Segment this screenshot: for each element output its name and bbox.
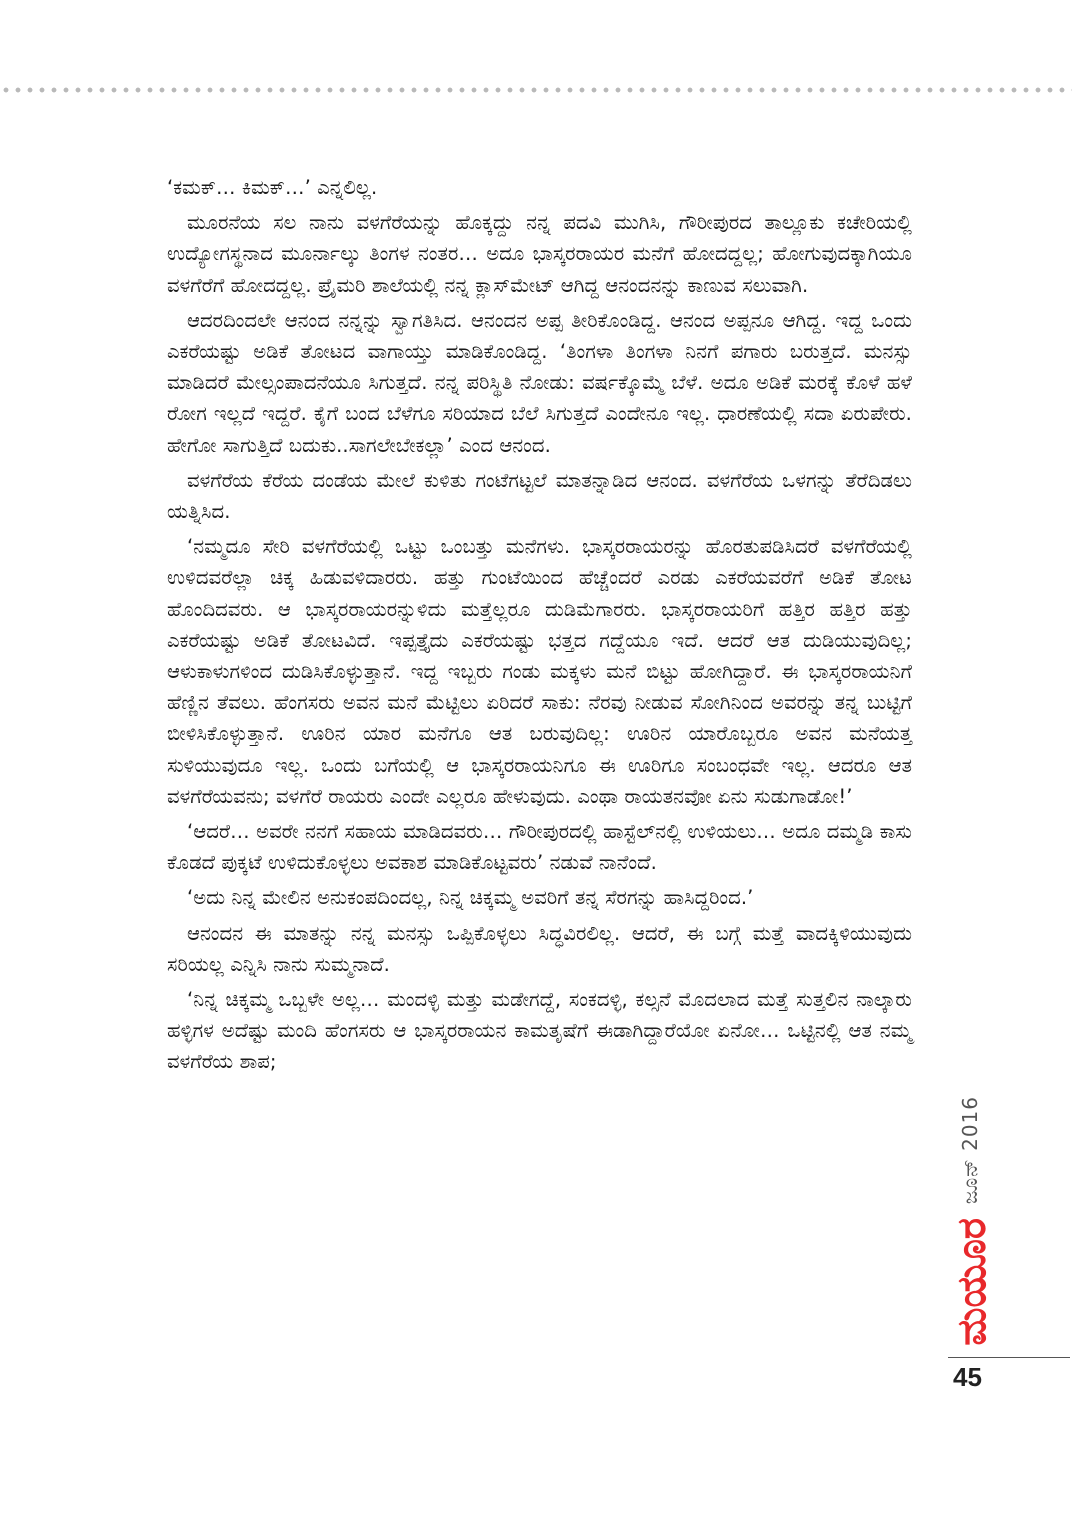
page-number: 45 [953,1362,982,1392]
paragraph-4: ವಳಗೆರೆಯ ಕೆರೆಯ ದಂಡೆಯ ಮೇಲೆ ಕುಳಿತು ಗಂಟೆಗಟ್ಟಲೆ ಮಾತನ್ನಾಡಿದ ಆನಂದ. ವಳಗೆರೆಯ ಒಳಗನ್ನು ತೆರೆದಿಡಲು ಯತ್ನಿಸಿದ. [167,468,912,524]
paragraph-5: ‘ನಮ್ಮದೂ ಸೇರಿ ವಳಗೆರೆಯಲ್ಲಿ ಒಟ್ಟು ಒಂಬತ್ತು ಮನೆಗಳು. ಭಾಸ್ಕರರಾಯರನ್ನು ಹೊರತುಪಡಿಸಿದರೆ ವಳಗೆರೆಯಲ್ಲಿ ಉಳಿದವರೆಲ್ಲಾ ಚಿಕ್ಕ ಹಿಡುವಳಿದಾರರು. ಹತ್ತು ಗುಂಟೆಯಿಂದ ಹೆಚ್ಚೆಂದರೆ ಎರಡು ಎಕರೆಯವರೆಗೆ ಅಡಿಕೆ ತೋಟ ಹೊಂದಿದವರು. ಆ ಭಾಸ್ಕರರಾಯರನ್ನುಳಿದು ಮತ್ತೆಲ್ಲರೂ ದುಡಿಮೆಗಾರರು. ಭಾಸ್ಕರರಾಯರಿಗೆ ಹತ್ತಿರ ಹತ್ತಿರ ಹತ್ತು ಎಕರೆಯಷ್ಟು ಅಡಿಕೆ ತೋಟವಿದೆ. ಇಪ್ಪತ್ತೈದು ಎಕರೆಯಷ್ಟು ಭತ್ತದ ಗದ್ದೆಯೂ ಇದೆ. ಆದರೆ ಆತ ದುಡಿಯುವುದಿಲ್ಲ; ಆಳುಕಾಳುಗಳಿಂದ ದುಡಿಸಿಕೊಳ್ಳುತ್ತಾನೆ. ಇದ್ದ ಇಬ್ಬರು ಗಂಡು ಮಕ್ಕಳು ಮನೆ ಬಿಟ್ಟು ಹೋಗಿದ್ದಾರೆ. ಈ ಭಾಸ್ಕರರಾಯನಿಗೆ ಹೆಣ್ಣಿನ ತೆವಲು. ಹೆಂಗಸರು ಅವನ ಮನೆ ಮೆಟ್ಟಿಲು ಏರಿದರೆ ಸಾಕು: ನೆರವು ನೀಡುವ ಸೋಗಿನಿಂದ ಅವರನ್ನು ತನ್ನ ಬುಟ್ಟಿಗೆ ಬೀಳಿಸಿಕೊಳ್ಳುತ್ತಾನೆ. ಊರಿನ ಯಾರ ಮನೆಗೂ ಆತ ಬರುವುದಿಲ್ಲ: ಊರಿನ ಯಾರೊಬ್ಬರೂ ಅವನ ಮನೆಯತ್ತ ಸುಳಿಯುವುದೂ ಇಲ್ಲ. ಒಂದು ಬಗೆಯಲ್ಲಿ ಆ ಭಾಸ್ಕರರಾಯನಿಗೂ ಈ ಊರಿಗೂ ಸಂಬಂಧವೇ ಇಲ್ಲ. ಆದರೂ ಆತ ವಳಗೆರೆಯವನು; ವಳಗೆರೆ ರಾಯರು ಎಂದೇ ಎಲ್ಲರೂ ಹೇಳುವುದು. ಎಂಥಾ ರಾಯತನವೋ ಏನು ಸುಡುಗಾಡೋ!’ [167,535,912,808]
paragraph-7: ‘ಅದು ನಿನ್ನ ಮೇಲಿನ ಅನುಕಂಪದಿಂದಲ್ಲ, ನಿನ್ನ ಚಿಕ್ಕಮ್ಮ ಅವರಿಗೆ ತನ್ನ ಸೆರಗನ್ನು ಹಾಸಿದ್ದರಿಂದ.’ [187,886,754,910]
issue-date: ಜೂನ್ 2016 [958,1096,982,1205]
paragraph-1: ‘ಕಮಕ್… ಕಿಮಕ್…’ ಎನ್ನಲಿಲ್ಲ. [167,176,378,199]
magazine-logo: ಮಯೂರ [949,1218,995,1346]
paragraph-9: ‘ನಿನ್ನ ಚಿಕ್ಕಮ್ಮ ಒಬ್ಬಳೇ ಅಲ್ಲ… ಮಂದಳ್ಳಿ ಮತ್ತು ಮಡೇಗದ್ದೆ, ಸಂಕದಳ್ಳಿ, ಕಲ್ಸನೆ ಮೊದಲಾದ ಮತ್ತೆ ಸುತ್ತಲಿನ ನಾಲ್ಕಾರು ಹಳ್ಳಿಗಳ ಅದೆಷ್ಟು ಮಂದಿ ಹೆಂಗಸರು ಆ ಭಾಸ್ಕರರಾಯನ ಕಾಮತೃಷೆಗೆ ಈಡಾಗಿದ್ದಾರೆಯೋ ಏನೋ… ಒಟ್ಟಿನಲ್ಲಿ ಆತ ನಮ್ಮ ವಳಗೆರೆಯ ಶಾಪ; [167,988,912,1074]
paragraph-6: ‘ಆದರೆ… ಅವರೇ ನನಗೆ ಸಹಾಯ ಮಾಡಿದವರು… ಗೌರೀಪುರದಲ್ಲಿ ಹಾಸ್ಟೆಲ್‌ನಲ್ಲಿ ಉಳಿಯಲು… ಅದೂ ದಮ್ಮಡಿ ಕಾಸು ಕೊಡದೆ ಪುಕ್ಕಟೆ ಉಳಿದುಕೊಳ್ಳಲು ಅವಕಾಶ ಮಾಡಿಕೊಟ್ಟವರು’ ನಡುವೆ ನಾನೆಂದೆ. [167,820,912,875]
paragraph-3: ಆದರದಿಂದಲೇ ಆನಂದ ನನ್ನನ್ನು ಸ್ವಾಗತಿಸಿದ. ಆನಂದನ ಅಪ್ಪ ತೀರಿಕೊಂಡಿದ್ದ. ಆನಂದ ಅಪ್ಪನೂ ಆಗಿದ್ದ. ಇದ್ದ ಒಂದು ಎಕರೆಯಷ್ಟು ಅಡಿಕೆ ತೋಟದ ವಾಗಾಯ್ತು ಮಾಡಿಕೊಂಡಿದ್ದ. ‘ತಿಂಗಳಾ ತಿಂಗಳಾ ನಿನಗೆ ಪಗಾರು ಬರುತ್ತದೆ. ಮನಸ್ಸು ಮಾಡಿದರೆ ಮೇಲ್ಸಂಪಾದನೆಯೂ ಸಿಗುತ್ತದೆ. ನನ್ನ ಪರಿಸ್ಥಿತಿ ನೋಡು: ವರ್ಷಕ್ಕೊಮ್ಮೆ ಬೆಳೆ. ಅದೂ ಅಡಿಕೆ ಮರಕ್ಕೆ ಕೊಳೆ ಹಳೆ ರೋಗ ಇಲ್ಲದೆ ಇದ್ದರೆ. ಕೈಗೆ ಬಂದ ಬೆಳೆಗೂ ಸರಿಯಾದ ಬೆಲೆ ಸಿಗುತ್ತದೆ ಎಂದೇನೂ ಇಲ್ಲ. ಧಾರಣೆಯಲ್ಲಿ ಸದಾ ಏರುಪೇರು. ಹೇಗೋ ಸಾಗುತ್ತಿದೆ ಬದುಕು..ಸಾಗಲೇಬೇಕಲ್ಲಾ’ ಎಂದ ಆನಂದ. [167,308,912,457]
page-number-rule [948,1357,1070,1358]
paragraph-2: ಮೂರನೆಯ ಸಲ ನಾನು ವಳಗೆರೆಯನ್ನು ಹೊಕ್ಕದ್ದು ನನ್ನ ಪದವಿ ಮುಗಿಸಿ, ಗೌರೀಪುರದ ತಾಲ್ಲೂಕು ಕಚೇರಿಯಲ್ಲಿ ಉದ್ಯೋಗಸ್ಥನಾದ ಮೂರ್ನಾಲ್ಕು ತಿಂಗಳ ನಂತರ… ಅದೂ ಭಾಸ್ಕರರಾಯರ ಮನೆಗೆ ಹೋದದ್ದಲ್ಲ; ಹೋಗುವುದಕ್ಕಾಗಿಯೂ ವಳಗೆರೆಗೆ ಹೋದದ್ದಲ್ಲ. ಪ್ರೈಮರಿ ಶಾಲೆಯಲ್ಲಿ ನನ್ನ ಕ್ಲಾಸ್‌ಮೇಟ್ ಆಗಿದ್ದ ಆನಂದನನ್ನು ಕಾಣುವ ಸಲುವಾಗಿ. [167,211,912,297]
paragraph-8: ಆನಂದನ ಈ ಮಾತನ್ನು ನನ್ನ ಮನಸ್ಸು ಒಪ್ಪಿಕೊಳ್ಳಲು ಸಿದ್ಧವಿರಲಿಲ್ಲ. ಆದರೆ, ಈ ಬಗ್ಗೆ ಮತ್ತೆ ವಾದಕ್ಕಿಳಿಯುವುದು ಸರಿಯಲ್ಲ ಎನ್ನಿಸಿ ನಾನು ಸುಮ್ಮನಾದೆ. [167,921,912,976]
top-dotted-rule [0,86,1072,94]
article-body [167,172,912,1082]
